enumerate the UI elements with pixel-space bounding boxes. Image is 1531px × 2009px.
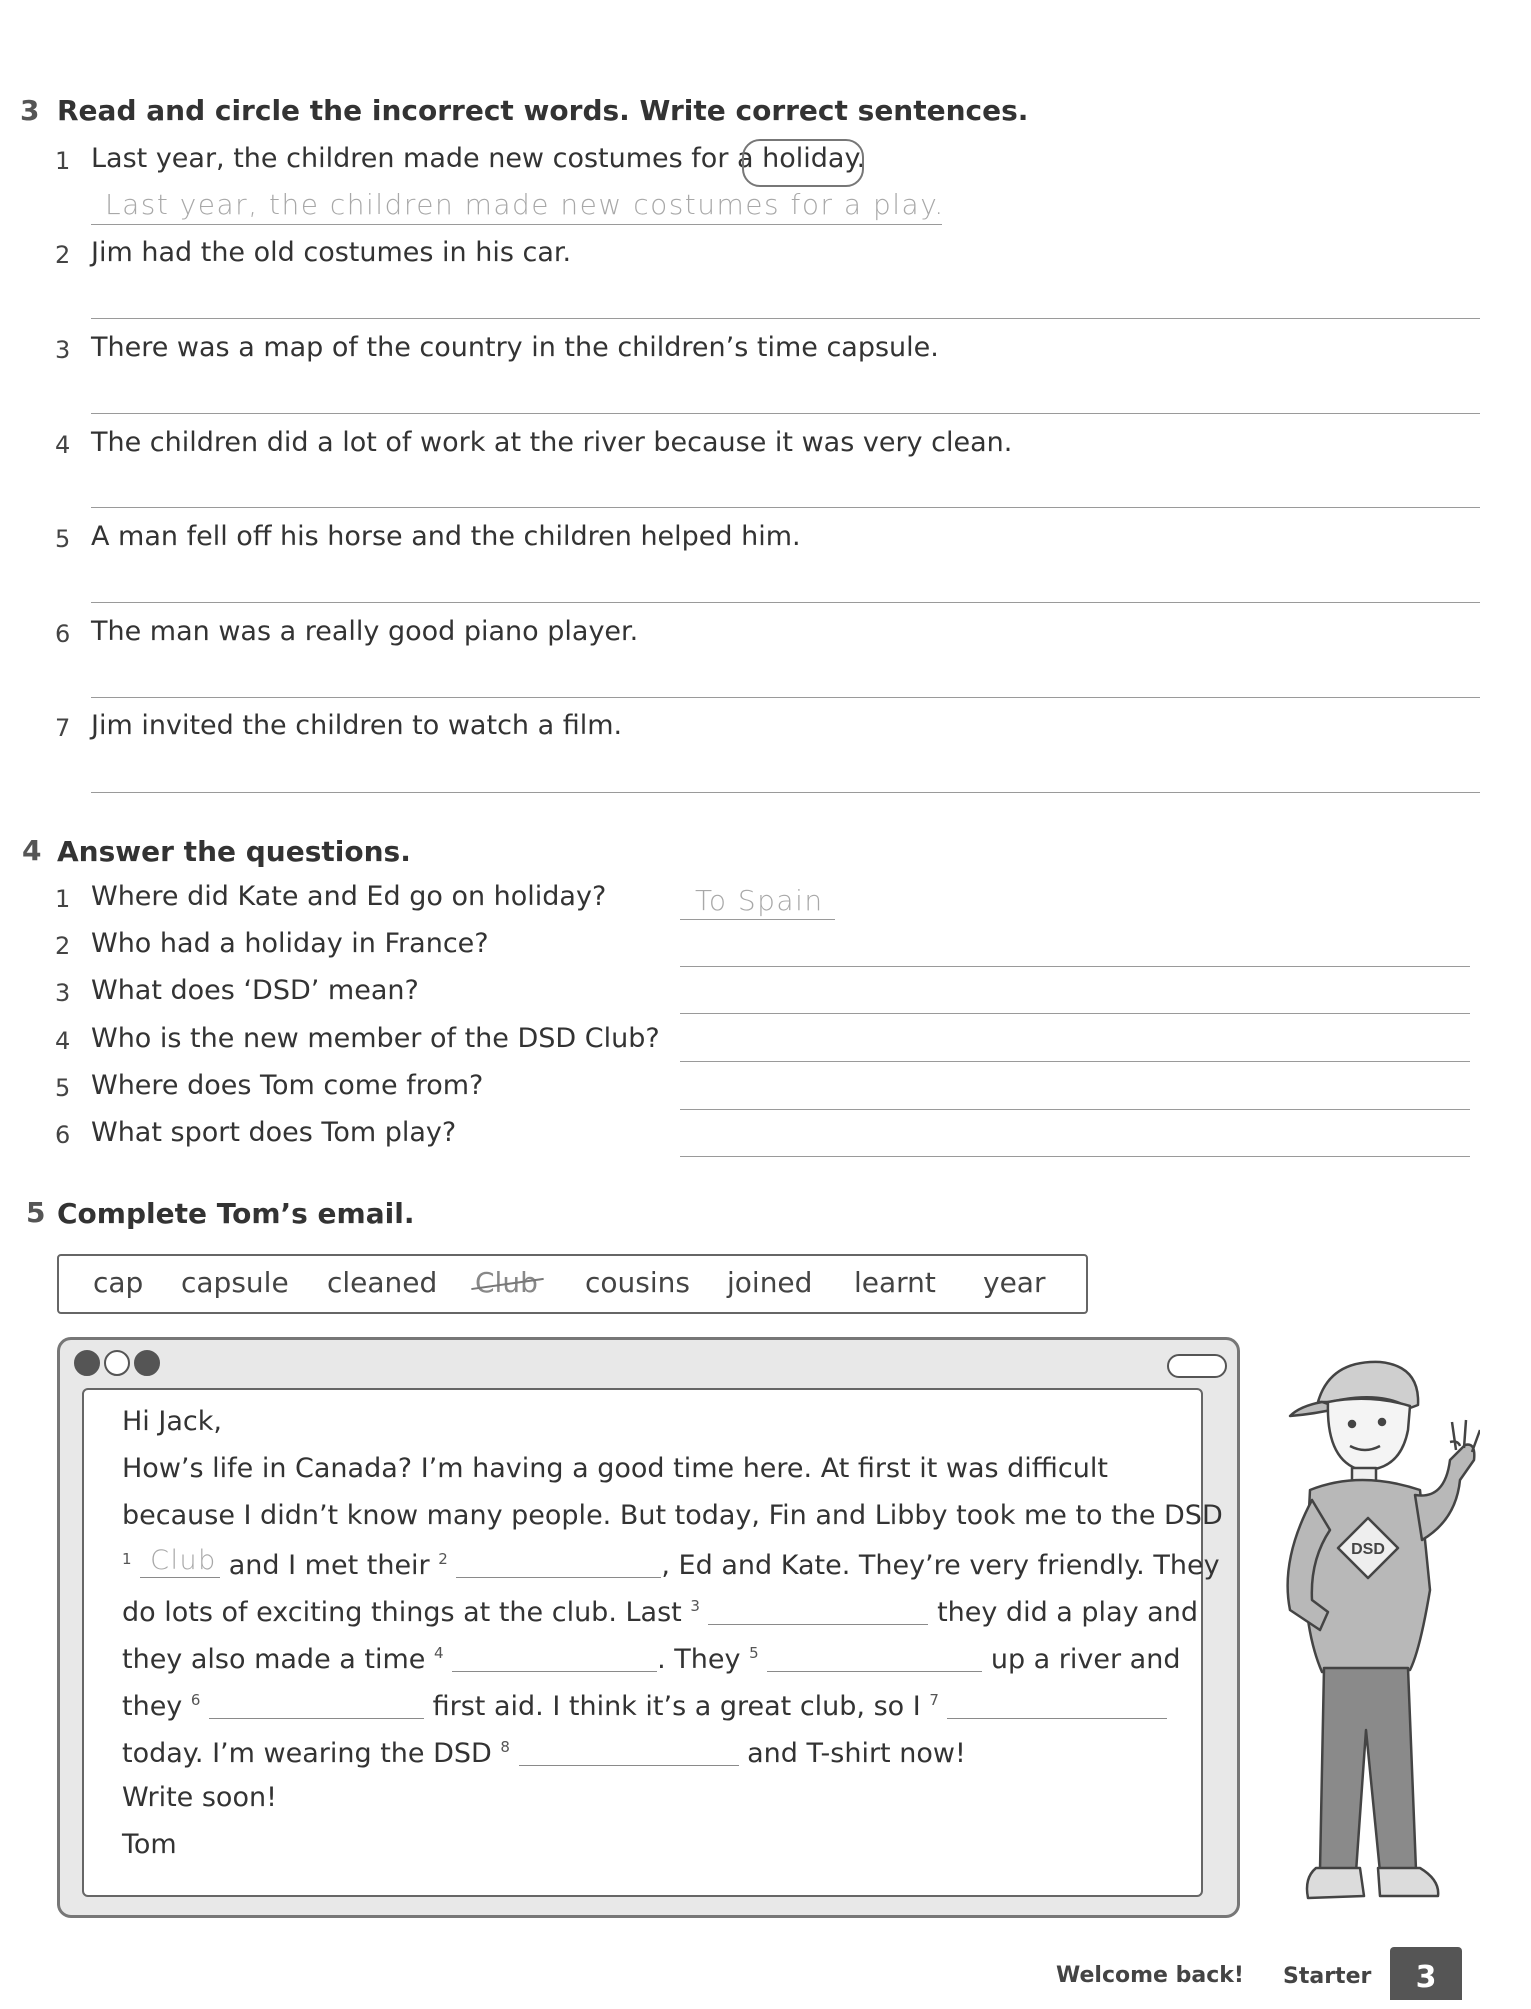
ex3-item-text: Jim invited the children to watch a film. xyxy=(91,710,623,741)
gap-1-example-answer: Club xyxy=(150,1545,217,1576)
ex3-item-1-prefix: Last year, the children made new costumes for a xyxy=(91,143,763,174)
email-text: , Ed and Kate. They’re very friendly. They xyxy=(661,1550,1220,1581)
email-line-2: because I didn’t know many people. But today, Fin and Libby took me to the DSD xyxy=(122,1500,1223,1531)
word-box xyxy=(57,1254,1088,1314)
tom-character-illustration xyxy=(1260,1350,1480,1910)
ex3-item-text: A man fell off his horse and the children helped him. xyxy=(91,521,801,552)
email-text: they xyxy=(122,1691,183,1722)
ex4-item-number: 2 xyxy=(55,932,71,960)
gap-number: 6 xyxy=(190,1691,201,1709)
ex4-item-number: 6 xyxy=(55,1121,71,1149)
email-text: and T-shirt now! xyxy=(747,1738,966,1769)
word-option: learnt xyxy=(854,1266,936,1299)
ex3-answer-line[interactable] xyxy=(91,602,1480,603)
ex3-item-number: 4 xyxy=(55,431,71,459)
gap-number: 7 xyxy=(929,1691,939,1709)
ex4-question: Who is the new member of the DSD Club? xyxy=(91,1023,660,1054)
ex3-item-text: There was a map of the country in the children’s time capsule. xyxy=(91,332,939,363)
email-text: and I met their xyxy=(228,1550,430,1581)
shoe-icon xyxy=(1307,1868,1364,1898)
ex4-item-number: 1 xyxy=(55,885,71,913)
exercise-5-title: Complete Tom’s email. xyxy=(57,1197,415,1230)
gap-number: 8 xyxy=(500,1738,510,1756)
ex3-item-number: 5 xyxy=(55,525,71,553)
gap-3[interactable] xyxy=(708,1598,928,1625)
word-option: year xyxy=(983,1266,1046,1299)
window-button-icon[interactable] xyxy=(74,1350,100,1376)
window-button-icon[interactable] xyxy=(134,1350,160,1376)
gap-4[interactable] xyxy=(452,1645,657,1672)
ex4-question: What does ‘DSD’ mean? xyxy=(91,975,419,1006)
ex3-answer-line[interactable] xyxy=(91,507,1480,508)
ex3-item-number: 1 xyxy=(55,147,71,175)
gap-7[interactable] xyxy=(947,1692,1167,1719)
email-signature: Tom xyxy=(122,1829,177,1860)
gap-number: 1 xyxy=(122,1550,132,1568)
ex4-answer-line[interactable] xyxy=(680,966,1470,967)
ex3-item-number: 7 xyxy=(55,714,71,742)
ex4-question: Who had a holiday in France? xyxy=(91,928,489,959)
gap-5[interactable] xyxy=(767,1645,982,1672)
ex4-answer-line[interactable] xyxy=(680,1061,1470,1062)
ex4-item-number: 5 xyxy=(55,1074,71,1102)
gap-number: 2 xyxy=(438,1550,448,1568)
gap-number: 5 xyxy=(749,1644,759,1662)
ex4-example-answer: To Spain xyxy=(695,884,824,917)
head-icon xyxy=(1328,1399,1410,1470)
email-body xyxy=(82,1388,1223,1897)
ex3-answer-line[interactable] xyxy=(91,318,1480,319)
email-text: . They xyxy=(657,1644,741,1675)
email-line-4 xyxy=(122,1594,1198,1628)
gap-6[interactable] xyxy=(209,1692,424,1719)
email-text: today. I’m wearing the DSD xyxy=(122,1738,492,1769)
page-number-badge: 3 xyxy=(1390,1947,1462,2000)
email-window xyxy=(57,1337,1240,1918)
word-option: joined xyxy=(727,1266,813,1299)
gap-8[interactable] xyxy=(519,1739,739,1766)
ex4-question: What sport does Tom play? xyxy=(91,1117,457,1148)
ex3-item-text: The man was a really good piano player. xyxy=(91,616,639,647)
ex3-answer-line[interactable] xyxy=(91,413,1480,414)
email-line-1: How’s life in Canada? I’m having a good time here. At first it was difficult xyxy=(122,1453,1108,1484)
email-greeting: Hi Jack, xyxy=(122,1406,222,1437)
exercise-3-title: Read and circle the incorrect words. Write correct sentences. xyxy=(57,94,1029,127)
ex4-answer-line[interactable] xyxy=(680,1156,1470,1157)
email-line-3 xyxy=(122,1547,1220,1581)
email-signoff: Write soon! xyxy=(122,1782,277,1813)
word-option: capsule xyxy=(181,1266,289,1299)
ex4-item-number: 4 xyxy=(55,1027,71,1055)
ex3-item-number: 3 xyxy=(55,336,71,364)
exercise-5-number: 5 xyxy=(26,1196,46,1229)
ex3-example-answer: Last year, the children made new costumes for a play. xyxy=(105,188,945,221)
email-text: they also made a time xyxy=(122,1644,426,1675)
exercise-3-number: 3 xyxy=(20,94,40,127)
exercise-4-number: 4 xyxy=(22,834,42,867)
email-line-5 xyxy=(122,1641,1180,1675)
word-option: cap xyxy=(93,1266,144,1299)
email-line-6 xyxy=(122,1688,1167,1722)
gap-number: 3 xyxy=(690,1597,700,1615)
ex3-item-number: 2 xyxy=(55,241,71,269)
jeans-icon xyxy=(1320,1668,1416,1872)
window-pill-icon[interactable] xyxy=(1167,1354,1227,1378)
footer-unit-label: Starter xyxy=(1283,1964,1372,1989)
ex3-answer-line[interactable] xyxy=(91,792,1480,793)
ex3-item-number: 6 xyxy=(55,620,71,648)
word-option: cleaned xyxy=(327,1266,438,1299)
ex4-answer-line[interactable] xyxy=(680,1013,1470,1014)
email-text: up a river and xyxy=(990,1644,1181,1675)
ex4-question: Where does Tom come from? xyxy=(91,1070,484,1101)
window-button-icon[interactable] xyxy=(104,1350,130,1376)
ex3-item-text: The children did a lot of work at the river because it was very clean. xyxy=(91,427,1013,458)
shoe-icon xyxy=(1378,1868,1438,1896)
dsd-logo-text: DSD xyxy=(1351,1541,1385,1558)
email-line-7 xyxy=(122,1735,966,1769)
word-option-crossed xyxy=(475,1266,538,1299)
incorrect-word-circle xyxy=(742,139,864,187)
gap-1[interactable] xyxy=(140,1545,220,1578)
email-text: first aid. I think it’s a great club, so I xyxy=(432,1691,921,1722)
email-text: do lots of exciting things at the club. Last xyxy=(122,1597,682,1628)
crossed-word-label: Club xyxy=(475,1266,538,1299)
ex3-answer-line-1[interactable] xyxy=(91,224,942,225)
ex4-answer-line[interactable] xyxy=(680,919,835,920)
gap-number: 4 xyxy=(434,1644,444,1662)
email-text: they did a play and xyxy=(937,1597,1198,1628)
ex4-question: Where did Kate and Ed go on holiday? xyxy=(91,881,607,912)
ex3-item-text: Jim had the old costumes in his car. xyxy=(91,237,572,268)
footer-section-title: Welcome back! xyxy=(1056,1963,1244,1988)
ex3-circled-word: holiday. xyxy=(762,143,866,174)
ex4-answer-line[interactable] xyxy=(680,1109,1470,1110)
ex4-item-number: 3 xyxy=(55,979,71,1007)
exercise-4-title: Answer the questions. xyxy=(57,835,411,868)
word-option: cousins xyxy=(585,1266,690,1299)
ex3-answer-line[interactable] xyxy=(91,697,1480,698)
gap-2[interactable] xyxy=(456,1551,661,1578)
